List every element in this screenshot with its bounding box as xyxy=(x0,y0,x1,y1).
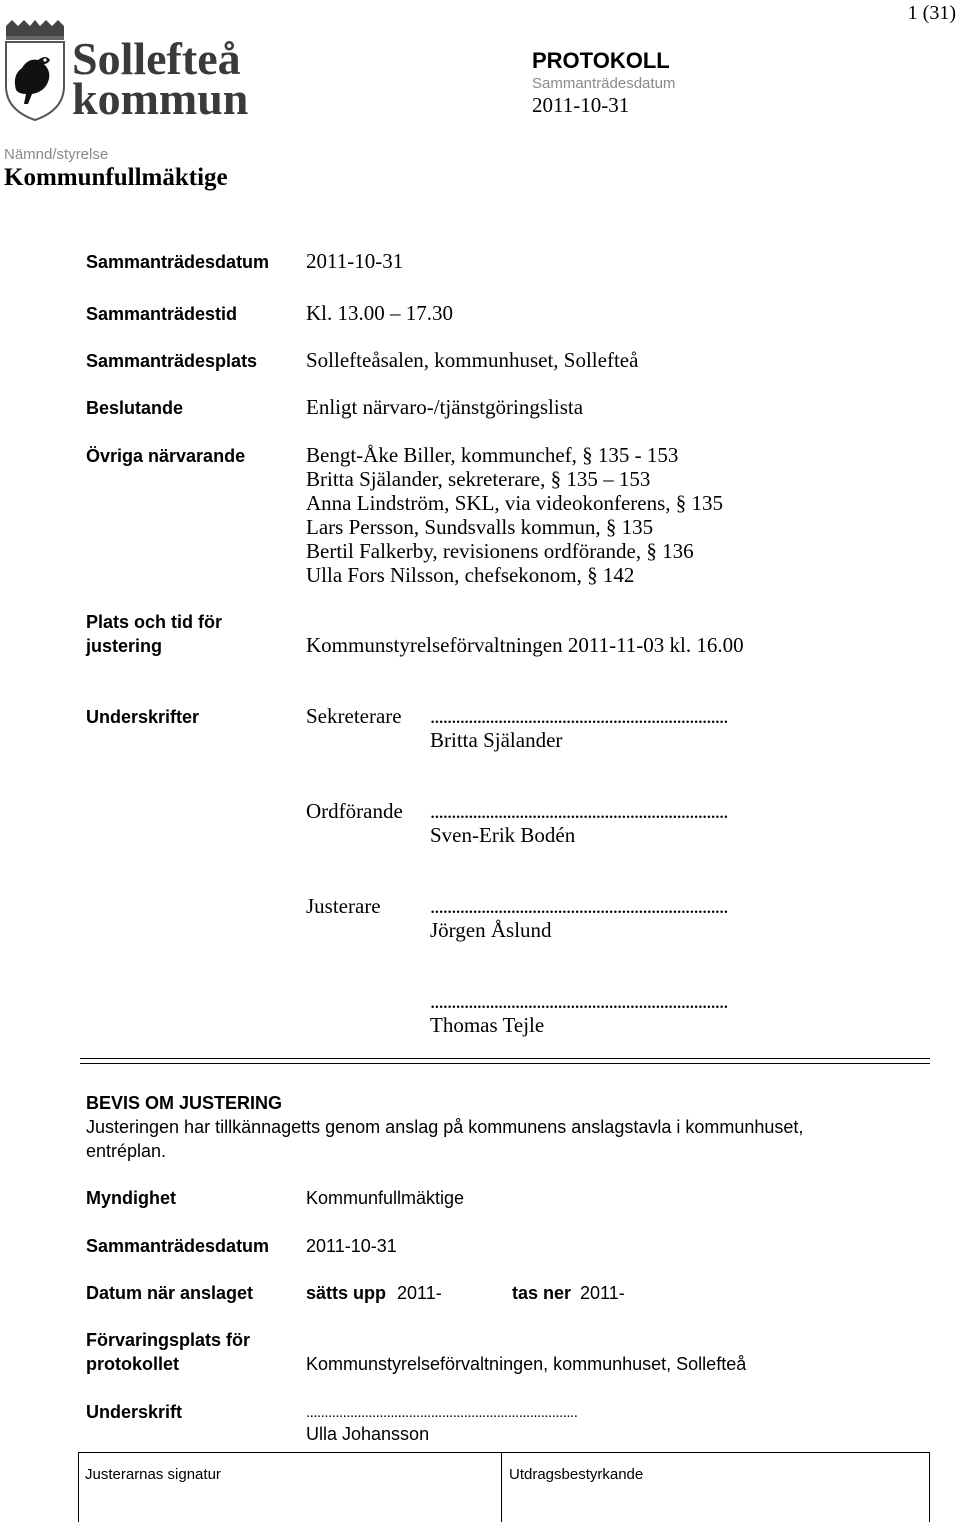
header-date: 2011-10-31 xyxy=(532,93,630,117)
posted-up-label: sätts upp xyxy=(306,1283,387,1303)
posted-down-value: 2011- xyxy=(580,1283,625,1303)
meeting-time: Kl. 13.00 – 17.30 xyxy=(306,301,453,325)
storage-place: Kommunstyrelseförvaltningen, kommunhuset, Sollefteå xyxy=(306,1354,747,1374)
meeting-date: 2011-10-31 xyxy=(306,249,404,273)
meeting-place: Sollefteåsalen, kommunhuset, Sollefteå xyxy=(306,348,639,372)
footer-box-left xyxy=(78,1452,502,1522)
certificate-text: entréplan. xyxy=(86,1141,167,1161)
signature-role: Sekreterare xyxy=(306,704,402,728)
signature-name: Sven-Erik Bodén xyxy=(430,823,576,847)
posted-up-value: 2011- xyxy=(397,1283,442,1303)
others-present-item: Britta Själander, sekreterare, § 135 – 153 xyxy=(306,467,651,491)
others-present-label: Övriga närvarande xyxy=(86,446,246,466)
footer-right-label: Utdragsbestyrkande xyxy=(509,1466,644,1483)
board-label: Nämnd/styrelse xyxy=(4,146,109,163)
document-title: PROTOKOLL xyxy=(532,48,670,73)
meeting-time-label: Sammanträdestid xyxy=(86,304,238,324)
signatures-label: Underskrifter xyxy=(86,707,200,727)
authority-label: Myndighet xyxy=(86,1188,176,1208)
certificate-date: 2011-10-31 xyxy=(306,1236,397,1256)
divider xyxy=(80,1058,930,1059)
signature-line: ...................................................................... xyxy=(430,894,728,918)
storage-label-1: Förvaringsplats för xyxy=(86,1330,251,1350)
signature-line: ...................................................................... xyxy=(430,704,728,728)
logo-line-1: Sollefteå xyxy=(72,33,241,84)
authority: Kommunfullmäktige xyxy=(306,1188,465,1208)
storage-label-2: protokollet xyxy=(86,1354,179,1374)
coat-of-arms-icon xyxy=(2,20,68,122)
signature-line: .......................................................................... xyxy=(306,1404,578,1421)
signature-name: Britta Själander xyxy=(430,728,563,752)
others-present-item: Bertil Falkerby, revisionens ordförande, § 136 xyxy=(306,539,694,563)
signature-name: Thomas Tejle xyxy=(430,1013,545,1037)
adjust-label-2: justering xyxy=(86,636,163,656)
others-present-item: Anna Lindström, SKL, via videokonferens, § 135 xyxy=(306,491,724,515)
certificate-text: Justeringen har tillkännagetts genom anslag på kommunens anslagstavla i kommunhuset, xyxy=(86,1117,804,1137)
adjust-label-1: Plats och tid för xyxy=(86,612,223,632)
signature-role: Ordförande xyxy=(306,799,403,823)
signature-line: ...................................................................... xyxy=(430,989,728,1013)
certificate-date-label: Sammanträdesdatum xyxy=(86,1236,270,1256)
others-present-item: Bengt-Åke Biller, kommunchef, § 135 - 153 xyxy=(306,443,679,467)
signature-name: Ulla Johansson xyxy=(306,1424,430,1444)
certificate-title: BEVIS OM JUSTERING xyxy=(86,1093,283,1113)
signature-line: ...................................................................... xyxy=(430,799,728,823)
posted-down-label: tas ner xyxy=(512,1283,572,1303)
footer-left-label: Justerarnas signatur xyxy=(85,1466,221,1483)
deciders: Enligt närvaro-/tjänstgöringslista xyxy=(306,395,584,419)
signature-name: Jörgen Åslund xyxy=(430,918,552,942)
signature-role: Justerare xyxy=(306,894,381,918)
header-date-label: Sammanträdesdatum xyxy=(532,75,676,92)
logo-line-2: kommun xyxy=(72,73,249,124)
signature-label: Underskrift xyxy=(86,1402,183,1422)
meeting-date-label: Sammanträdesdatum xyxy=(86,252,270,272)
posted-label: Datum när anslaget xyxy=(86,1283,254,1303)
others-present-item: Lars Persson, Sundsvalls kommun, § 135 xyxy=(306,515,654,539)
adjust-place-time: Kommunstyrelseförvaltningen 2011-11-03 kl. 16.00 xyxy=(306,633,744,657)
deciders-label: Beslutande xyxy=(86,398,184,418)
board-name: Kommunfullmäktige xyxy=(4,164,228,191)
others-present-item: Ulla Fors Nilsson, chefsekonom, § 142 xyxy=(306,563,635,587)
divider xyxy=(80,1063,930,1064)
footer-box-right xyxy=(502,1452,930,1522)
meeting-place-label: Sammanträdesplats xyxy=(86,351,258,371)
page-number: 1 (31) xyxy=(907,2,956,24)
